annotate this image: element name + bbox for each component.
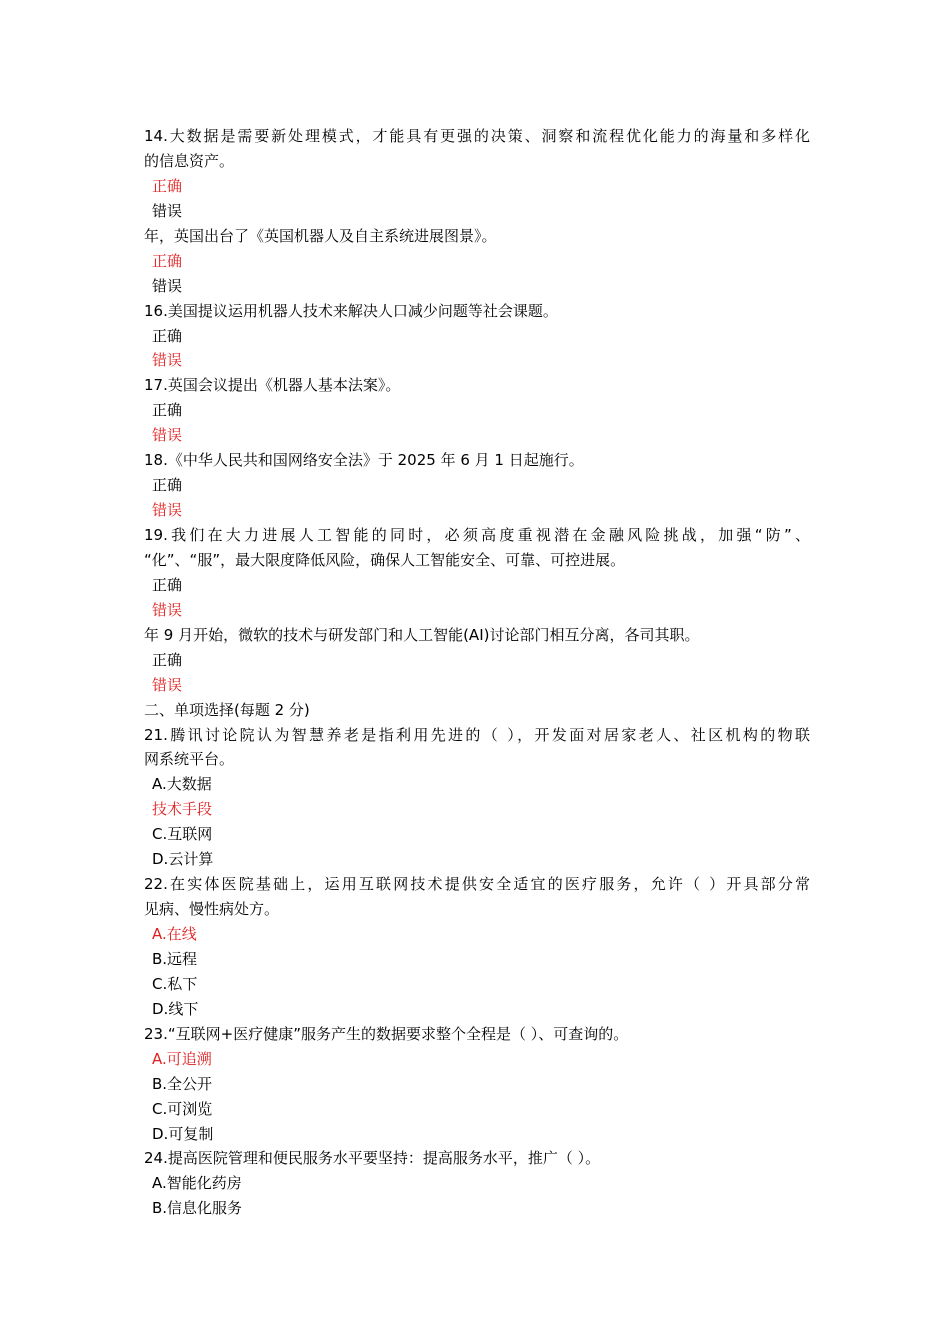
question-text: 17.英国会议提出《机器人基本法案》。 [144, 376, 401, 395]
question-text: 24.提高医院管理和便民服务水平要坚持：提高服务水平，推广（ ）。 [144, 1149, 601, 1168]
question-text: 的信息资产。 [144, 151, 235, 170]
answer-option: C.互联网 [152, 825, 213, 844]
question-text: 年 9 月开始，微软的技术与研发部门和人工智能(AI)讨论部门相互分离，各司其职。 [144, 625, 700, 644]
answer-option-correct: 正确 [152, 176, 183, 195]
answer-option: 正确 [152, 401, 183, 420]
answer-option-correct: A.在线 [152, 925, 197, 943]
answer-option: B.全公开 [152, 1074, 213, 1093]
question-text: 16.美国提议运用机器人技术来解决人口减少问题等社会课题。 [144, 301, 558, 320]
answer-option: D.可复制 [152, 1124, 214, 1143]
answer-option: 正确 [152, 575, 183, 594]
answer-option: 正确 [152, 476, 183, 495]
answer-option: 正确 [152, 326, 183, 345]
answer-option: C.私下 [152, 974, 198, 993]
answer-option-correct: 错误 [152, 675, 183, 694]
question-text: 14.大数据是需要新处理模式，才能具有更强的决策、洞察和流程优化能力的海量和多样化 [144, 127, 810, 145]
answer-option: 错误 [152, 201, 183, 220]
exam-document [144, 124, 810, 1221]
question-text: 见病、慢性病处方。 [144, 900, 280, 919]
question-text: 网系统平台。 [144, 750, 235, 769]
answer-option-correct: 技术手段 [152, 800, 213, 819]
answer-option: 错误 [152, 276, 183, 295]
question-text: 23.“互联网+医疗健康”服务产生的数据要求整个全程是（ ）、可查询的。 [144, 1024, 629, 1043]
question-text: 年，英国出台了《英国机器人及自主系统进展图景》。 [144, 226, 497, 245]
question-text: 21.腾讯讨论院认为智慧养老是指利用先进的（ ），开发面对居家老人、社区机构的物联 [144, 725, 810, 744]
section-heading: 二、单项选择(每题 2 分) [144, 700, 310, 719]
answer-option: B.远程 [152, 949, 198, 968]
answer-option-correct: 正确 [152, 251, 183, 270]
answer-option: A.智能化药房 [152, 1174, 242, 1193]
answer-option: B.信息化服务 [152, 1199, 243, 1218]
question-text: 18.《中华人民共和国网络安全法》于 2025 年 6 月 1 日起施行。 [144, 451, 584, 470]
question-text: 22.在实体医院基础上，运用互联网技术提供安全适宜的医疗服务，允许（ ）开具部分常 [144, 875, 810, 894]
question-text: 19.我们在大力进展人工智能的同时，必须高度重视潜在金融风险挑战，加强“防”、 [144, 526, 810, 544]
answer-option: D.云计算 [152, 850, 214, 869]
answer-option-correct: 错误 [152, 600, 183, 619]
question-text: “化”、“服”，最大限度降低风险，确保人工智能安全、可靠、可控进展。 [144, 550, 626, 569]
answer-option: 正确 [152, 650, 183, 669]
answer-option-correct: 错误 [152, 501, 183, 520]
answer-option-correct: 错误 [152, 351, 183, 370]
answer-option-correct: 错误 [152, 426, 183, 445]
answer-option: A.大数据 [152, 775, 212, 794]
answer-option: C.可浏览 [152, 1099, 213, 1118]
answer-option: D.线下 [152, 999, 199, 1018]
answer-option-correct: A.可追溯 [152, 1049, 212, 1068]
